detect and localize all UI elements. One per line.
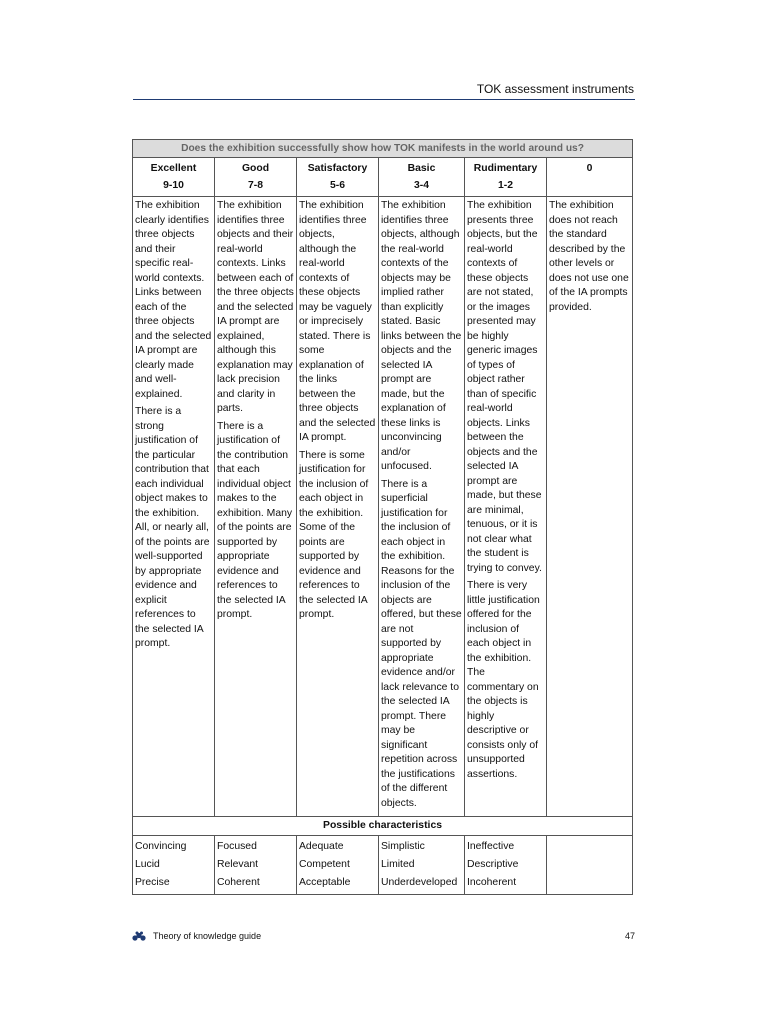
characteristics-cell — [215, 836, 297, 895]
descriptor-paragraph: There is a strong justification of the particular contribution that each individual object makes to the exhibition. All, or nearly all, of the points are well-supported by appropriate evidence and explicit references to the selected IA prompt. — [135, 406, 210, 649]
level-name: Satisfactory — [307, 163, 368, 174]
descriptor-cell-satisfactory — [297, 197, 379, 817]
level-marks: 3-4 — [413, 180, 430, 191]
level-header — [547, 158, 633, 197]
characteristics-cell — [297, 836, 379, 895]
characteristics-cell — [133, 836, 215, 895]
level-marks: 5-6 — [329, 180, 346, 191]
characteristic: Limited — [381, 859, 415, 870]
level-header — [465, 158, 547, 197]
level-name: Excellent — [150, 163, 197, 174]
characteristic: Precise — [135, 877, 170, 888]
descriptor-paragraph: The exhibition does not reach the standard described by the other levels or does not use one of the IA prompts provided. — [549, 200, 629, 313]
descriptor-paragraph: There is a superficial justification for the inclusion of each object in the exhibition. Reasons for the inclusion of the objects are offered, but these are not supported by appropriate evidence and/or lack relevance to the selected IA prompt. There may be significant repetition across the justifications of the different objects. — [381, 478, 462, 809]
characteristics-cell — [379, 836, 465, 895]
level-header — [379, 158, 465, 197]
characteristic: Underdeveloped — [381, 877, 458, 888]
header-rule — [133, 99, 635, 100]
ib-logo-icon — [132, 930, 146, 942]
page-footer — [132, 930, 635, 944]
characteristic: Coherent — [217, 877, 260, 888]
characteristics-heading: Possible characteristics — [133, 817, 633, 836]
level-name: Basic — [407, 163, 436, 174]
characteristics-cell-empty — [547, 836, 633, 895]
descriptor-paragraph: The exhibition identifies three objects, although the real-world contexts of the objects may be implied rather than explicitly stated. Basic links between the objects and the selected IA prompt are made, but the explanation of these links is unconvincing and/or unfocused. — [381, 200, 462, 472]
characteristic: Convincing — [135, 841, 187, 852]
descriptor-paragraph: There is a justification of the contribution that each individual object makes to the exhibition. Many of the points are supported by appropriate evidence and references to the selected IA prompt. — [217, 420, 293, 620]
descriptor-cell-rudimentary — [465, 197, 547, 817]
level-marks: 1-2 — [497, 180, 514, 191]
descriptor-cell-zero — [547, 197, 633, 817]
page-number: 47 — [624, 931, 635, 941]
descriptor-paragraph: There is very little justification offered for the inclusion of each object in the exhibition. The commentary on the objects is highly descriptive or consists only of unsupported assertions. — [467, 580, 540, 780]
descriptor-paragraph: The exhibition presents three objects, but the real-world contexts of these objects are not stated, or the images presented may be highly generic images of types of object rather than of specific real-world objects. Links between the objects and the selected IA prompt are made, but these are minimal, tenuous, or it is not clear what the student is trying to convey. — [467, 200, 542, 574]
level-name: Rudimentary — [473, 163, 538, 174]
level-marks: 9-10 — [163, 180, 184, 191]
descriptor-paragraph: There is some justification for the inclusion of each object in the exhibition. Some of the points are supported by evidence and references to the selected IA prompt. — [299, 449, 369, 620]
level-header — [297, 158, 379, 197]
descriptor-paragraph: The exhibition identifies three objects and their real-world contexts. Links between each of the three objects and the selected IA prompt are explained, although this explanation may lack precision and clarity in parts. — [217, 200, 294, 414]
characteristic: Incoherent — [467, 877, 517, 888]
characteristic: Acceptable — [299, 877, 351, 888]
descriptor-cell-excellent — [133, 197, 215, 817]
characteristic: Simplistic — [381, 841, 425, 852]
assessment-rubric-table — [132, 139, 633, 895]
descriptor-paragraph: The exhibition clearly identifies three objects and their specific real-world contexts. Links between each of the three objects and the selected IA prompt are clearly made and well-explained. — [135, 200, 212, 400]
level-marks: 7-8 — [247, 180, 264, 191]
characteristic: Relevant — [217, 859, 259, 870]
characteristics-cell — [465, 836, 547, 895]
level-header — [133, 158, 215, 197]
characteristic: Ineffective — [467, 841, 515, 852]
running-header: TOK assessment instruments — [476, 82, 634, 96]
rubric-question: Does the exhibition successfully show how TOK manifests in the world around us? — [133, 140, 633, 158]
characteristic: Descriptive — [467, 859, 519, 870]
descriptor-paragraph: The exhibition identifies three objects, although the real-world contexts of these objects may be vaguely or imprecisely stated. There is some explanation of the links between the three objects and the selected IA prompt. — [299, 200, 376, 443]
footer-guide-title: Theory of knowledge guide — [153, 931, 262, 941]
characteristic: Competent — [299, 859, 350, 870]
descriptor-cell-good — [215, 197, 297, 817]
descriptor-cell-basic — [379, 197, 465, 817]
characteristic: Adequate — [299, 841, 344, 852]
level-name: Good — [241, 163, 270, 174]
characteristic: Focused — [217, 841, 257, 852]
characteristic: Lucid — [135, 859, 160, 870]
level-name: 0 — [586, 163, 593, 174]
level-header — [215, 158, 297, 197]
